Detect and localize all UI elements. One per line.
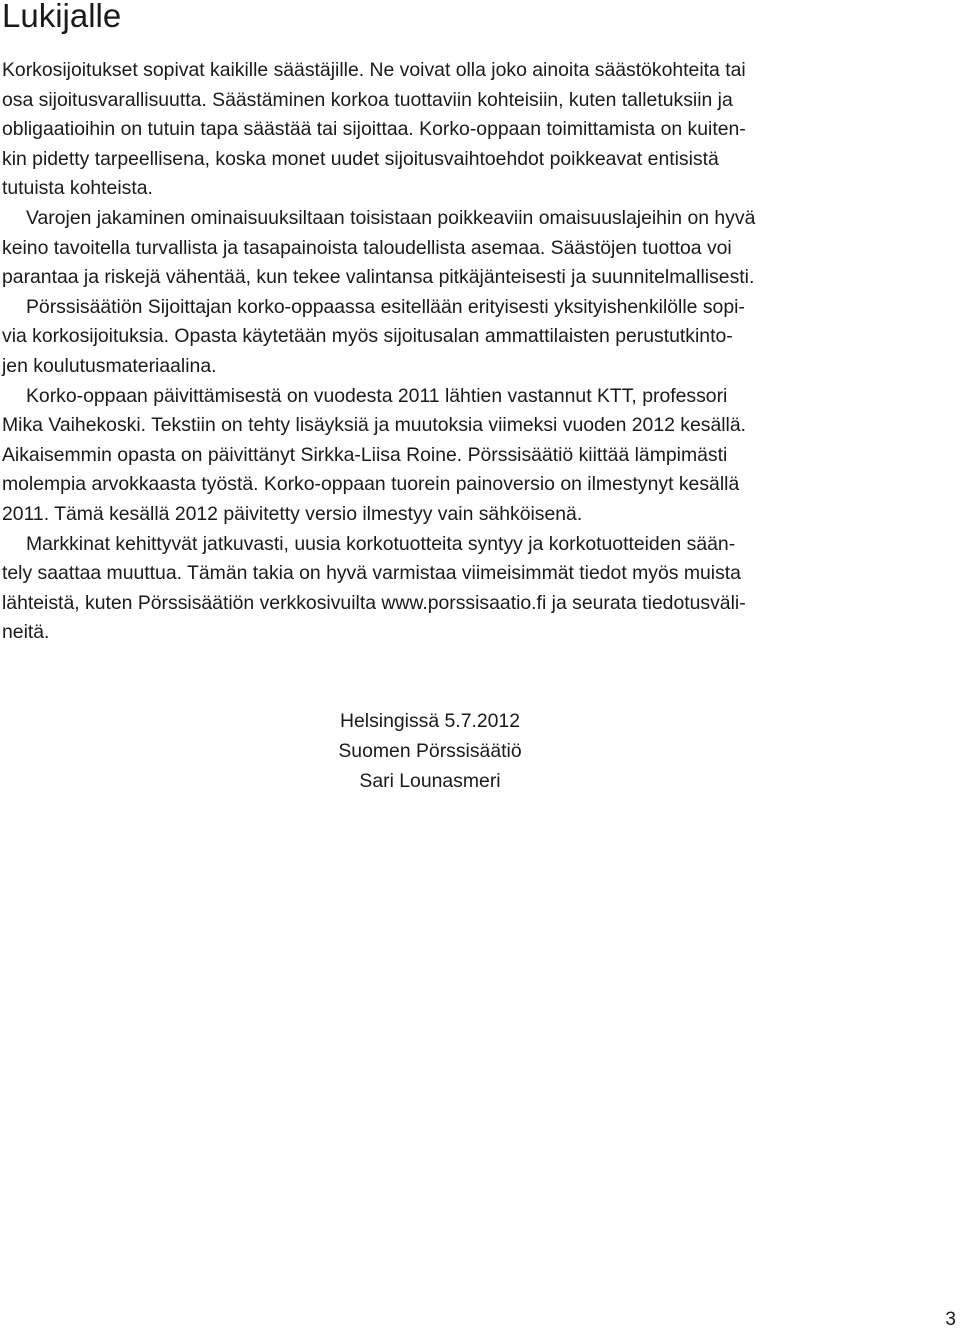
paragraph-intro: Korkosijoitukset sopivat kaikille säästäjille. Ne voivat olla joko ainoita säästökohteita tai osa sijoitusvarallisuutta. Säästäminen korkoa tuottaviin kohteisiin, kuten talletuksiin ja obligaatioihin on tutuin tapa säästää tai sijoittaa. Korko-oppaan toimittamista on kuiten- kin pidetty tarpeellisena, koska monet uudet sijoitusvaihtoehdot poikkeavat entisistä tutuista kohteista. bbox=[2, 59, 746, 200]
page-title: Lukijalle bbox=[2, 0, 122, 34]
signature-place-date: Helsingissä 5.7.2012 bbox=[339, 710, 521, 732]
paragraph-diversification: Varojen jakaminen ominaisuuksiltaan toisistaan poikkeaviin omaisuuslajeihin on hyvä keino tavoitella turvallista ja tasapainoista taloudellista asemaa. Säästöjen tuottoa voi parantaa ja riskejä vähentää, kun tekee valintansa pitkäjänteisesti ja suunnitelmallisesti. bbox=[2, 206, 756, 289]
paragraph-market-changes: Markkinat kehittyvät jatkuvasti, uusia korkotuotteita syntyy ja korkotuotteiden sään- tely saattaa muuttua. Tämän takia on hyvä varmistaa viimeisimmät tiedot myös muista lähteistä, kuten Pörssisäätiön verkkosivuilta www.porssisaatio.fi ja seurata tiedotusväli- neitä. bbox=[2, 532, 746, 644]
body-text bbox=[2, 56, 868, 648]
signature-name: Sari Lounasmeri bbox=[359, 770, 501, 792]
page-number: 3 bbox=[945, 1309, 956, 1330]
signature-organization: Suomen Pörssisäätiö bbox=[338, 740, 522, 762]
signature-block bbox=[300, 706, 560, 796]
paragraph-update-history: Korko-oppaan päivittämisestä on vuodesta 2011 lähtien vastannut KTT, professori Mika Vaihekoski. Tekstiin on tehty lisäyksiä ja muutoksia viimeksi vuoden 2012 kesällä. Aikaisemmin opasta on päivittänyt Sirkka-Liisa Roine. Pörssisäätiö kiittää lämpimästi molempia arvokkaasta työstä. Korko-oppaan tuorein painoversio on ilmestynyt kesällä 2011. Tämä kesällä 2012 päivitetty versio ilmestyy vain sähköisenä. bbox=[2, 384, 747, 525]
paragraph-guide-purpose: Pörssisäätiön Sijoittajan korko-oppaassa esitellään erityisesti yksityishenkilölle sopi- via korkosijoituksia. Opasta käytetään myös sijoitusalan ammattilaisten perustutkinto- jen koulutusmateriaalina. bbox=[2, 295, 745, 377]
